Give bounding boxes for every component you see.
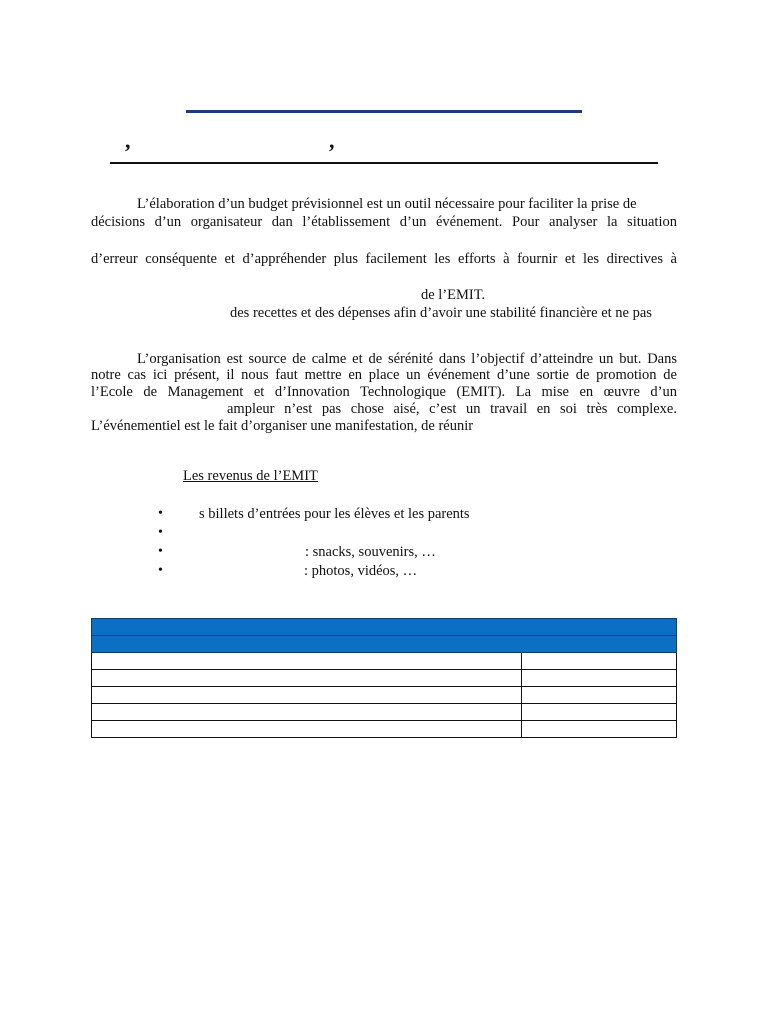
table-cell (522, 653, 677, 670)
table-cell (522, 687, 677, 704)
table-row (92, 721, 677, 738)
intro-line-4: de l’EMIT. (421, 287, 486, 303)
intro-line-2: décisions d’un organisateur dan l’établissement d’un événement. Pour analyser la situation (91, 214, 677, 230)
revenues-heading: Les revenus de l’EMIT (183, 468, 318, 484)
table-cell (92, 670, 522, 687)
bullet-icon: • (158, 563, 163, 578)
table-cell (92, 704, 522, 721)
subtitle-comma-left: , (125, 128, 131, 153)
bullet-icon: • (158, 544, 163, 559)
table-header-row (92, 619, 677, 636)
organisation-line-4: ampleur n’est pas chose aisé, c’est un travail en soi très complexe. (227, 401, 677, 417)
title-underline (186, 110, 582, 113)
list-item-text: s billets d’entrées pour les élèves et les parents (199, 506, 470, 522)
bullet-icon: • (158, 506, 163, 521)
table-cell (92, 721, 522, 738)
subtitle-underline (110, 162, 658, 164)
table-cell (92, 653, 522, 670)
table-cell (522, 670, 677, 687)
table-subheader-cell (92, 636, 677, 653)
table-row (92, 670, 677, 687)
organisation-line-2: notre cas ici présent, il nous faut mettre en place un événement d’une sortie de promotion de (91, 367, 677, 383)
organisation-line-5: L’événementiel est le fait d’organiser une manifestation, de réunir (91, 418, 474, 434)
intro-line-1: L’élaboration d’un budget prévisionnel est un outil nécessaire pour faciliter la prise de (137, 196, 637, 212)
intro-line-3: d’erreur conséquente et d’appréhender plus facilement les efforts à fournir et les directives à (91, 251, 677, 267)
bullet-icon: • (158, 525, 163, 540)
organisation-line-3: l’Ecole de Management et d’Innovation Technologique (EMIT). La mise en œuvre d’un (91, 384, 677, 400)
organisation-line-1: L’organisation est source de calme et de sérénité dans l’objectif d’atteindre un but. Dans (137, 351, 677, 367)
table-row (92, 653, 677, 670)
table-subheader-row (92, 636, 677, 653)
table-header-cell (92, 619, 677, 636)
intro-line-5: des recettes et des dépenses afin d’avoir une stabilité financière et ne pas (230, 305, 652, 321)
list-item-text: : photos, vidéos, … (304, 563, 418, 579)
table-row (92, 704, 677, 721)
table-cell (522, 721, 677, 738)
subtitle-comma-right: , (329, 128, 335, 153)
table-cell (92, 687, 522, 704)
table-cell (522, 704, 677, 721)
list-item-text: : snacks, souvenirs, … (305, 544, 436, 560)
budget-table (91, 618, 677, 738)
table-row (92, 687, 677, 704)
